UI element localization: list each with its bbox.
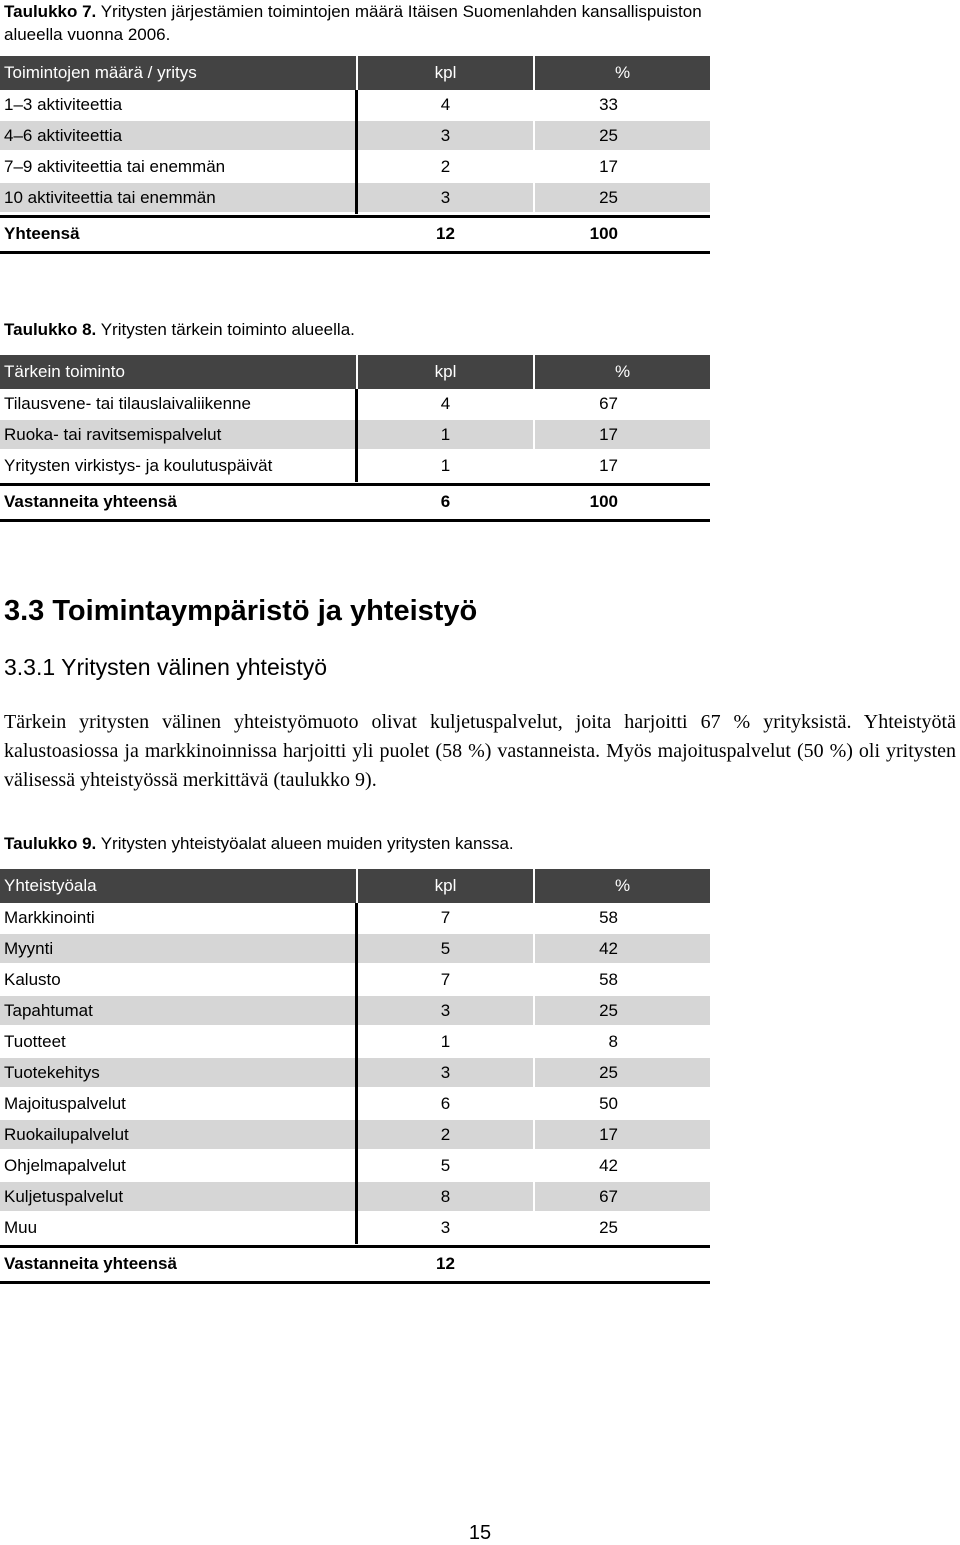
row-percent-cell [535,121,710,150]
table-row [0,1027,710,1058]
row-label: Tilausvene- tai tilauslaivaliikenne [4,394,251,413]
row-label: 4–6 aktiviteettia [0,121,356,150]
row-kpl: 3 [358,996,533,1025]
column-divider [355,389,358,420]
row-percent-cell [535,1027,710,1056]
column-divider [355,420,358,451]
section-subheading: 3.3.1 Yritysten välinen yhteistyö [4,654,328,680]
row-percent-cell [535,934,710,963]
row-percent: 33 [599,95,618,114]
table7-caption [4,0,704,46]
row-percent: 58 [599,970,618,989]
row-label: 1–3 aktiviteettia [4,95,123,114]
row-percent: 25 [599,188,618,207]
page-number: 15 [468,1522,492,1544]
row-percent-cell [535,152,710,181]
table-row [0,451,710,482]
column-divider [355,1213,358,1244]
table-row [0,121,710,152]
row-label: Ruoka- tai ravitsemispalvelut [0,420,356,449]
table-row [0,90,710,121]
table8-caption-label: Taulukko 8. [4,320,97,339]
table8 [0,355,710,522]
row-kpl: 3 [440,1218,451,1237]
column-divider [355,90,358,121]
row-percent-cell [535,420,710,449]
header-cell: Tärkein toiminto [0,355,356,389]
total-kpl: 12 [436,224,455,243]
table9-caption-label: Taulukko 9. [4,834,97,853]
table7 [0,56,710,254]
row-kpl: 6 [440,1094,451,1113]
column-divider [355,903,358,934]
row-percent-cell [535,183,710,212]
column-divider [355,1120,358,1151]
row-percent: 58 [599,908,618,927]
row-percent: 67 [599,394,618,413]
table-row [0,1182,710,1213]
total-label: Vastanneita yhteensä [4,492,177,511]
row-label: Tapahtumat [0,996,356,1025]
row-kpl: 7 [440,970,451,989]
row-label: Yritysten virkistys- ja koulutuspäivät [4,456,273,475]
row-percent: 25 [599,1063,618,1082]
header-cell: Toimintojen määrä / yritys [0,56,356,90]
row-percent-cell [535,1058,710,1087]
table-row [0,1151,710,1182]
table7-caption-text: Yritysten järjestämien toimintojen määrä Itäisen Suomenlahden kansallispuiston alueella vuonna 2006. [4,2,702,44]
total-percent: 100 [589,224,618,243]
row-kpl: 7 [440,908,451,927]
table9-caption [4,832,704,855]
row-label: Myynti [0,934,356,963]
table-total-row [0,215,710,254]
row-percent: 17 [599,425,618,444]
row-kpl: 2 [358,1120,533,1149]
row-percent: 25 [599,1001,618,1020]
total-label: Vastanneita yhteensä [4,1254,177,1273]
row-label: Markkinointi [4,908,95,927]
column-divider [355,1182,358,1213]
row-percent: 17 [599,456,618,475]
row-percent-cell [535,965,710,994]
table-row [0,903,710,934]
table-row [0,1120,710,1151]
row-label: Kalusto [4,970,61,989]
header-cell: % [535,355,710,389]
row-percent: 17 [599,157,618,176]
column-divider [355,934,358,965]
row-label: 7–9 aktiviteettia tai enemmän [4,157,226,176]
row-percent: 42 [599,1156,618,1175]
row-percent-cell [535,1182,710,1211]
column-divider [355,183,358,214]
row-kpl: 1 [440,456,451,475]
row-percent-cell [535,1151,710,1180]
row-percent-cell [535,389,710,418]
row-label: Tuotekehitys [0,1058,356,1087]
total-label: Yhteensä [4,224,80,243]
table-row [0,152,710,183]
row-percent: 17 [599,1125,618,1144]
section-paragraph: Tärkein yritysten välinen yhteistyömuoto olivat kuljetuspalvelut, joita harjoitti 67 % yrityksistä. Yhteistyötä kalustoasiossa ja markkinoinnissa harjoitti yli puolet (58 %) vastanneista. Myös majoituspalvelut (50 %) oli yritysten välisessä yhteistyössä merkittävä (taulukko 9). [4,711,956,791]
column-divider [355,1089,358,1120]
table-row [0,996,710,1027]
row-label: Kuljetuspalvelut [0,1182,356,1211]
row-kpl: 8 [358,1182,533,1211]
table-header-row [0,869,710,903]
row-kpl: 3 [358,1058,533,1087]
table9 [0,869,710,1284]
table-row [0,183,710,214]
row-label: Muu [4,1218,38,1237]
column-divider [355,996,358,1027]
row-kpl: 1 [440,1032,451,1051]
table-header-row [0,56,710,90]
table-row [0,934,710,965]
column-divider [355,1058,358,1089]
column-divider [355,121,358,152]
row-kpl: 5 [358,934,533,963]
row-label: Ohjelmapalvelut [4,1156,126,1175]
row-percent-cell [535,903,710,932]
row-percent-cell [535,996,710,1025]
table9-caption-text: Yritysten yhteistyöalat alueen muiden yritysten kanssa. [100,834,514,853]
total-percent: 100 [589,492,618,511]
column-divider [355,152,358,183]
table-row [0,1058,710,1089]
row-percent: 42 [599,939,618,958]
table8-caption-text: Yritysten tärkein toiminto alueella. [100,320,355,339]
table7-caption-label: Taulukko 7. [4,2,97,21]
row-label: 10 aktiviteettia tai enemmän [0,183,356,212]
table-total-row [0,1245,710,1284]
row-kpl: 2 [440,157,451,176]
table-row [0,1213,710,1244]
row-percent-cell [535,90,710,119]
row-label: Majoituspalvelut [4,1094,126,1113]
column-divider [355,1027,358,1058]
table-row [0,420,710,451]
row-percent: 67 [599,1187,618,1206]
table-row [0,1089,710,1120]
row-kpl: 4 [440,95,451,114]
header-cell: % [535,56,710,90]
row-kpl: 5 [440,1156,451,1175]
table-total-row [0,483,710,522]
row-kpl: 3 [358,183,533,212]
table-header-row [0,355,710,389]
column-divider [355,965,358,996]
row-percent-cell [535,1213,710,1242]
row-label: Tuotteet [4,1032,66,1051]
header-cell: kpl [358,869,533,903]
row-kpl: 4 [440,394,451,413]
table-row [0,965,710,996]
table8-caption [4,318,704,341]
row-percent-cell [535,1120,710,1149]
column-divider [355,1151,358,1182]
row-percent: 25 [599,1218,618,1237]
total-kpl: 12 [436,1254,455,1273]
row-percent-cell [535,1089,710,1118]
table-row [0,389,710,420]
header-cell: % [535,869,710,903]
row-label: Ruokailupalvelut [0,1120,356,1149]
row-percent: 50 [599,1094,618,1113]
row-percent: 8 [608,1032,618,1051]
row-kpl: 1 [358,420,533,449]
header-cell: kpl [358,355,533,389]
row-percent: 25 [599,126,618,145]
header-cell: Yhteistyöala [0,869,356,903]
column-divider [355,451,358,482]
section-heading: 3.3 Toimintaympäristö ja yhteistyö [4,595,478,627]
row-kpl: 3 [358,121,533,150]
row-percent-cell [535,451,710,480]
header-cell: kpl [358,56,533,90]
total-kpl: 6 [440,492,451,511]
